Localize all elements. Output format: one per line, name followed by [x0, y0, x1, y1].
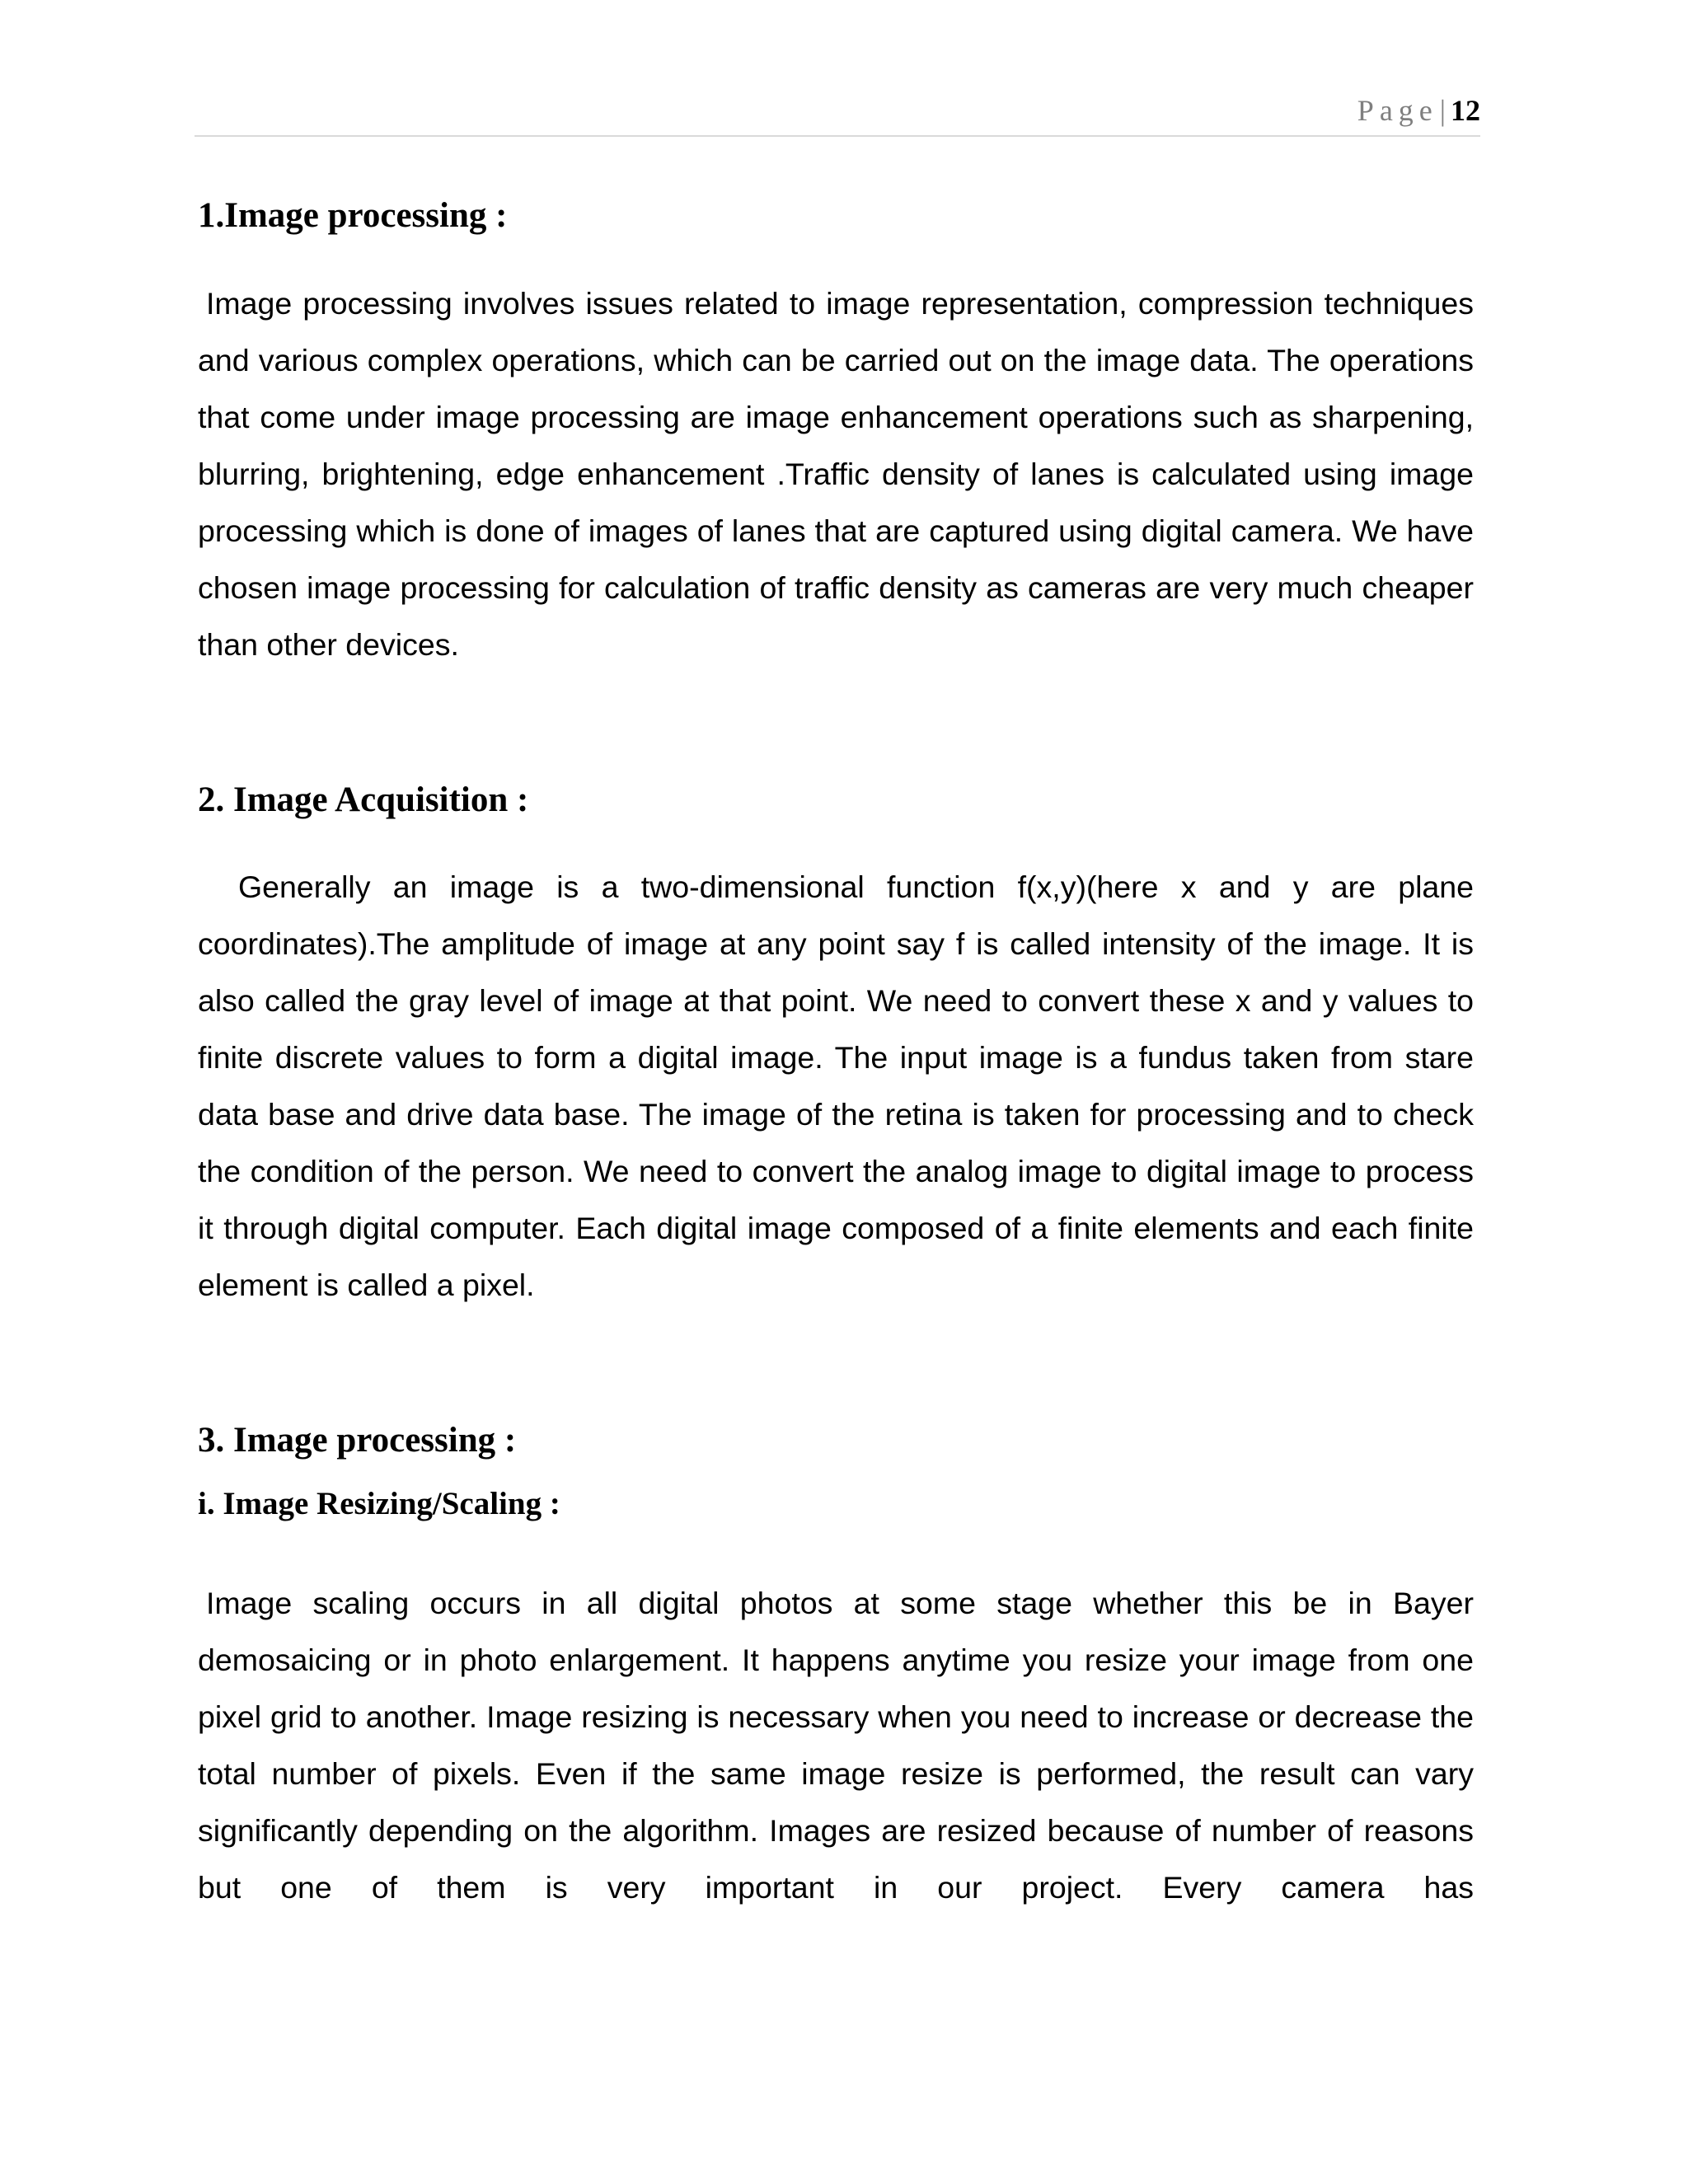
- section-heading-image-processing-steps: 3. Image processing :: [198, 1421, 517, 1460]
- page-number-label: [1357, 96, 1480, 125]
- subsection-heading-image-resizing: i. Image Resizing/Scaling :: [198, 1485, 560, 1521]
- subsection-paragraph-image-resizing: Image scaling occurs in all digital photos at some stage whether this be in Bayer demosaicing or in photo enlargement. It happens anytime you resize your image from one pixel grid to another. Image resizing is necessary when you need to increase or decrease the total number of pixels. Even if the same image resize is performed, the result can vary significantly depending on the algorithm. Images are resized because of number of reasons but one of them is very important in our project. Every camera has: [198, 1585, 1474, 1905]
- page-separator: |: [1439, 94, 1446, 127]
- page-word: Page: [1357, 94, 1438, 127]
- section-paragraph-image-acquisition: Generally an image is a two-dimensional function f(x,y)(here x and y are plane coordinates).The amplitude of image at any point say f is called intensity of the image. It is also called the gray level of image at that point. We need to convert these x and y values to finite discrete values to form a digital image. The input image is a fundus taken from stare data base and drive data base. The image of the retina is taken for processing and to check the condition of the person. We need to convert the analog image to digital image to process it through digital computer. Each digital image composed of a finite elements and each finite element is called a pixel.: [198, 869, 1474, 1303]
- page-header: [195, 89, 1480, 137]
- section-heading-image-processing: 1.Image processing :: [198, 196, 508, 235]
- document-body: [198, 194, 1474, 1916]
- page-number: 12: [1451, 94, 1480, 127]
- section-heading-image-acquisition: 2. Image Acquisition :: [198, 780, 529, 819]
- section-paragraph-image-processing: Image processing involves issues related to image representation, compression techniques and various complex operations, which can be carried out on the image data. The operations that come under image processing are image enhancement operations such as sharpening, blurring, brightening, edge enhancement .Traffic density of lanes is calculated using image processing which is done of images of lanes that are captured using digital camera. We have chosen image processing for calculation of traffic density as cameras are very much cheaper than other devices.: [198, 285, 1474, 662]
